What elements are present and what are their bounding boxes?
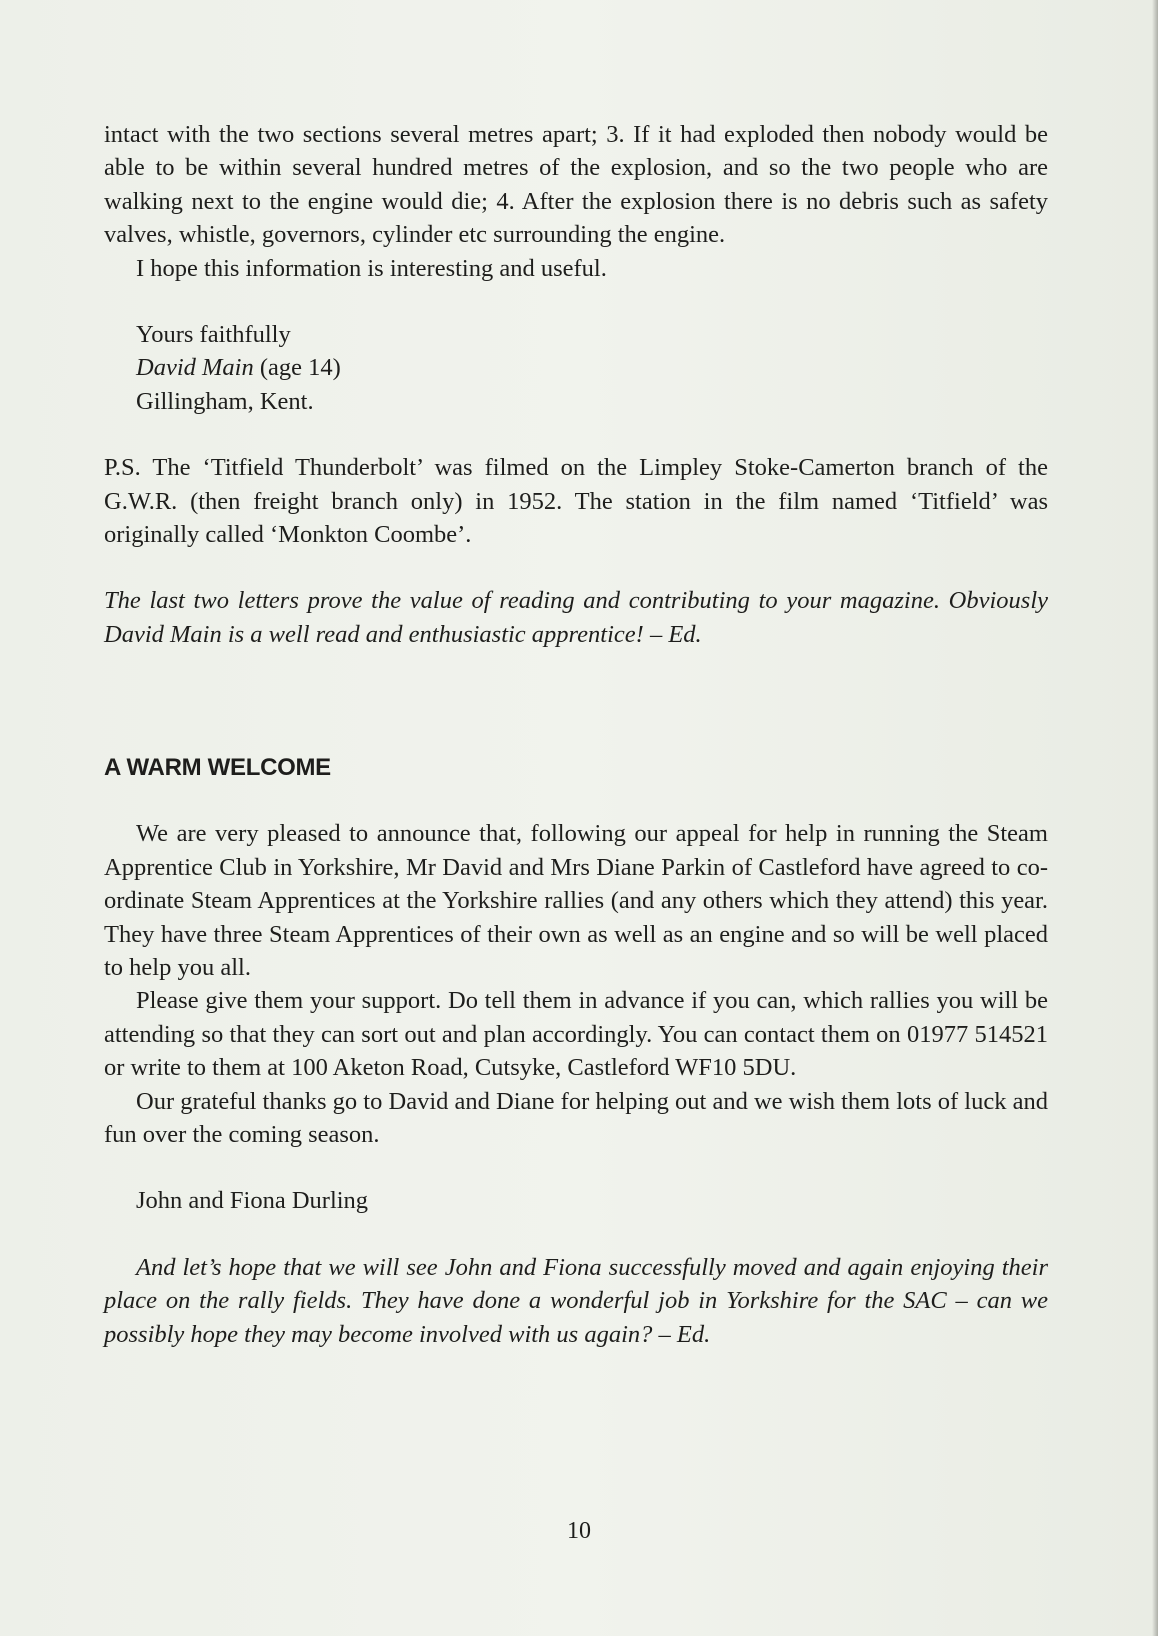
page-number: 10 (567, 1518, 591, 1544)
letter-continuation: intact with the two sections several metres apart; 3. If it had exploded then nobody would be able to be within several hundred metres of the explosion, and so the two people who are walking next to the engine would die; 4. After the explosion there is no debris such as safety valves, whistle, governors, cylinder etc surrounding the engine. (104, 121, 1048, 249)
article-paragraph-3: Our grateful thanks go to David and Diane for helping out and we wish them lots of luck and fun over the coming season. (104, 1087, 1048, 1148)
article-signature: John and Fiona Durling (136, 1187, 369, 1215)
letter-postscript: P.S. The ‘Titfield Thunderbolt’ was filmed on the Limpley Stoke-Camerton branch of the G.W.R. (then freight branch only) in 1952. The station in the film named ‘Titfield’ was originally called ‘Monkton Coombe’. (104, 454, 1048, 549)
letter-closing-paragraph: I hope this information is interesting and useful. (136, 254, 607, 282)
letter-author-name: David Main (136, 354, 254, 382)
article-editor-note: And let’s hope that we will see John and Fiona successfully moved and again enjoying their place on the rally fields. They have done a wonderful job in Yorkshire for the SAC – can we possibly hope they may become involved with us again? – Ed. (104, 1253, 1048, 1348)
letter-signature (104, 318, 1048, 418)
article-paragraph-1: We are very pleased to announce that, following our appeal for help in running the Steam Apprentice Club in Yorkshire, Mr David and Mrs Diane Parkin of Castleford have agreed to co-ordinate Steam Apprentices at the Yorkshire rallies (and any others which they attend) this year. They have three Steam Apprentices of their own as well as an engine and so will be well placed to help you all. (104, 820, 1048, 981)
letter-author-location: Gillingham, Kent. (136, 387, 314, 415)
article-paragraph-2: Please give them your support. Do tell them in advance if you can, which rallies you will be attending so that they can sort out and plan accordingly. You can contact them on 01977 514521 or write to them at 100 Aketon Road, Cutsyke, Castleford WF10 5DU. (104, 987, 1048, 1082)
letter-signoff: Yours faithfully (136, 321, 291, 349)
letter-author-age: (age 14) (253, 354, 341, 382)
page-edge-shadow (1152, 0, 1158, 1636)
article-heading: A WARM WELCOME (104, 754, 331, 782)
letter-editor-note: The last two letters prove the value of reading and contributing to your magazine. Obviously David Main is a well read and enthusiastic apprentice! – Ed. (104, 587, 1048, 648)
page-content (104, 118, 1048, 1351)
letter-author (136, 351, 1048, 384)
